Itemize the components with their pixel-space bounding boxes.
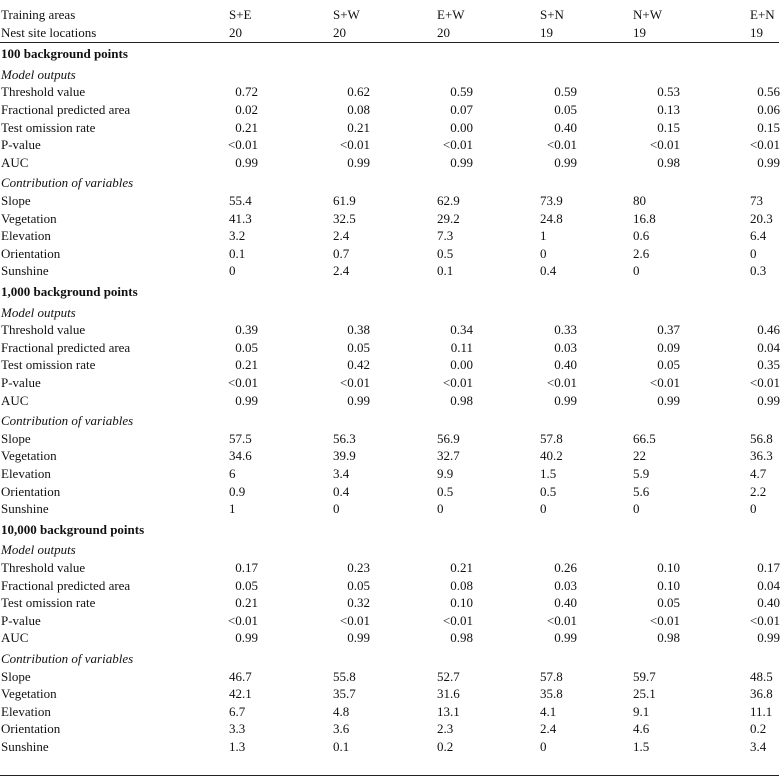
subsection-title-row xyxy=(0,304,781,321)
table-cell: 0.32 xyxy=(347,595,370,611)
table-cell: <0.01 xyxy=(649,612,680,628)
row-label: Slope xyxy=(1,668,31,684)
row-label: Sunshine xyxy=(1,739,49,754)
table-bottom-rule xyxy=(0,775,779,776)
table-cell: 0.6 xyxy=(633,228,650,244)
row-label: Test omission rate xyxy=(1,119,96,135)
section-title-row xyxy=(0,283,781,300)
table-cell: 2.4 xyxy=(333,228,350,244)
table-cell: <0.01 xyxy=(546,375,577,390)
table-cell: 3.4 xyxy=(333,466,350,481)
table-cell: 80 xyxy=(633,193,646,208)
row-label: Slope xyxy=(1,430,31,446)
table-cell: 0.05 xyxy=(235,577,258,593)
table-row xyxy=(0,594,781,611)
table-cell: 0.05 xyxy=(235,339,258,355)
table-cell: 35.7 xyxy=(333,686,356,702)
row-label: AUC xyxy=(1,630,29,646)
table-cell: 0.99 xyxy=(235,630,258,646)
header-row-nest-sites xyxy=(0,24,781,41)
table-row xyxy=(0,559,781,576)
table-cell: 40.2 xyxy=(540,448,563,464)
table-cell: 0.3 xyxy=(750,263,767,279)
table-cell: 0.13 xyxy=(657,102,680,117)
table-cell: 9.1 xyxy=(633,703,650,719)
table-cell: 0 xyxy=(540,739,547,754)
table-cell: 56.8 xyxy=(750,430,773,446)
subsection-title: Contribution of variables xyxy=(1,413,134,429)
column-header: 20 xyxy=(437,24,450,40)
table-cell: 5.9 xyxy=(633,466,650,481)
table-cell: 42.1 xyxy=(229,686,252,702)
column-header: N+W xyxy=(633,7,662,22)
table-cell: <0.01 xyxy=(227,612,258,628)
table-cell: 0.10 xyxy=(657,577,680,593)
table-cell: 4.1 xyxy=(540,703,557,719)
table-cell: 0.11 xyxy=(450,339,473,355)
table-cell: 0.99 xyxy=(450,154,473,170)
table-row xyxy=(0,136,781,153)
subsection-title: Contribution of variables xyxy=(1,651,134,666)
table-cell: 0.1 xyxy=(229,245,246,261)
table-cell: 3.2 xyxy=(229,228,246,244)
subsection-title: Model outputs xyxy=(1,304,76,320)
table-cell: 0.17 xyxy=(757,560,780,575)
table-cell: 11.1 xyxy=(750,703,773,719)
table-cell: 34.6 xyxy=(229,448,252,464)
table-cell: 22 xyxy=(633,448,646,464)
table-cell: 3.4 xyxy=(750,739,767,754)
table-cell: 0.35 xyxy=(757,357,780,373)
table-row xyxy=(0,392,781,409)
table-cell: 0.26 xyxy=(554,560,577,575)
row-label: Elevation xyxy=(1,703,51,719)
table-row xyxy=(0,629,781,646)
table-row xyxy=(0,500,781,517)
table-cell: <0.01 xyxy=(339,137,370,153)
row-label: P-value xyxy=(1,137,41,153)
table-cell: 0.99 xyxy=(347,392,370,408)
table-cell: 7.3 xyxy=(437,228,454,244)
table-cell: 0.9 xyxy=(229,483,246,499)
table-cell: 3.3 xyxy=(229,721,246,737)
table-row xyxy=(0,262,781,279)
table-cell: 1 xyxy=(229,501,236,517)
table-cell: 0 xyxy=(750,245,757,261)
table-cell: 57.8 xyxy=(540,430,563,446)
table-cell: 0.10 xyxy=(657,560,680,575)
table-cell: 35.8 xyxy=(540,686,563,702)
table-cell: 0.62 xyxy=(347,84,370,100)
table-cell: 32.7 xyxy=(437,448,460,464)
table-cell: 1.5 xyxy=(540,466,557,481)
table-cell: <0.01 xyxy=(749,137,780,153)
table-cell: 0.21 xyxy=(450,560,473,575)
column-header: 20 xyxy=(229,24,242,40)
table-cell: 0.23 xyxy=(347,560,370,575)
table-cell: <0.01 xyxy=(442,137,473,153)
table-cell: 0.1 xyxy=(333,739,350,754)
table-row xyxy=(0,430,781,447)
column-header: E+W xyxy=(437,7,465,22)
row-label: Orientation xyxy=(1,483,61,499)
row-label: Fractional predicted area xyxy=(1,577,131,593)
table-row xyxy=(0,321,781,338)
table-row xyxy=(0,356,781,373)
column-header: 20 xyxy=(333,24,346,40)
row-label: Slope xyxy=(1,193,31,208)
table-cell: 0.05 xyxy=(347,577,370,593)
table-cell: 0 xyxy=(633,263,640,279)
table-cell: 0.21 xyxy=(235,357,258,373)
table-cell: 1.3 xyxy=(229,739,246,754)
table-cell: 0.99 xyxy=(657,392,680,408)
table-cell: <0.01 xyxy=(749,375,780,390)
table-cell: 0 xyxy=(750,501,757,517)
table-cell: 0.10 xyxy=(450,595,473,611)
table-cell: 0.4 xyxy=(540,263,557,279)
table-cell: 0.99 xyxy=(554,630,577,646)
table-cell: <0.01 xyxy=(546,137,577,153)
table-cell: <0.01 xyxy=(649,137,680,153)
table-cell: 0.40 xyxy=(554,119,577,135)
table-cell: <0.01 xyxy=(649,375,680,390)
table-cell: 6.7 xyxy=(229,703,246,719)
table-cell: 25.1 xyxy=(633,686,656,702)
table-cell: <0.01 xyxy=(227,137,258,153)
table-cell: 0.34 xyxy=(450,322,473,338)
header-label: Training areas xyxy=(1,7,76,22)
table-cell: 0.4 xyxy=(333,483,350,499)
table-cell: 0.06 xyxy=(757,102,780,117)
table-cell: 0.15 xyxy=(657,119,680,135)
table-cell: 0.99 xyxy=(554,392,577,408)
table-cell: 0.98 xyxy=(450,392,473,408)
table-cell: 2.2 xyxy=(750,483,767,499)
table-cell: 0.99 xyxy=(757,630,780,646)
table-cell: 0.2 xyxy=(437,739,454,754)
subsection-title-row xyxy=(0,412,781,429)
table-cell: 0.98 xyxy=(657,154,680,170)
table-cell: 59.7 xyxy=(633,668,656,684)
table-cell: 0 xyxy=(633,501,640,517)
table-cell: 0.21 xyxy=(235,119,258,135)
row-label: Test omission rate xyxy=(1,595,96,611)
table-cell: 0.04 xyxy=(757,339,780,355)
row-label: AUC xyxy=(1,154,29,170)
row-label: Fractional predicted area xyxy=(1,102,131,117)
table-cell: 0.02 xyxy=(235,102,258,117)
section-title: 1,000 background points xyxy=(1,284,138,299)
table-cell: 9.9 xyxy=(437,466,454,481)
table-cell: 0.5 xyxy=(540,483,557,499)
table-cell: 0.37 xyxy=(657,322,680,338)
table-cell: 0.39 xyxy=(235,322,258,338)
column-header: S+N xyxy=(540,7,564,22)
table-cell: 0.15 xyxy=(757,119,780,135)
table-cell: 5.6 xyxy=(633,483,650,499)
table-row xyxy=(0,339,781,356)
table-cell: 1.5 xyxy=(633,739,650,754)
table-cell: 52.7 xyxy=(437,668,460,684)
header-rule xyxy=(0,42,779,43)
table-row xyxy=(0,101,781,118)
table-cell: 0.00 xyxy=(450,357,473,373)
table-cell: <0.01 xyxy=(339,375,370,390)
table-cell: 61.9 xyxy=(333,193,356,208)
table-row xyxy=(0,374,781,391)
column-header: 19 xyxy=(540,24,553,40)
table-cell: 0.2 xyxy=(750,721,767,737)
subsection-title: Model outputs xyxy=(1,66,76,82)
row-label: Threshold value xyxy=(1,560,86,575)
table-cell: 36.3 xyxy=(750,448,773,464)
table-cell: 0.5 xyxy=(437,483,454,499)
table-cell: 0.33 xyxy=(554,322,577,338)
row-label: Vegetation xyxy=(1,210,57,226)
table-row xyxy=(0,119,781,136)
table-cell: <0.01 xyxy=(749,612,780,628)
table-cell: <0.01 xyxy=(442,375,473,390)
table-row xyxy=(0,83,781,100)
table-cell: 46.7 xyxy=(229,668,252,684)
table-cell: 0.08 xyxy=(450,577,473,593)
table-cell: 0.08 xyxy=(347,102,370,117)
row-label: P-value xyxy=(1,612,41,628)
row-label: Threshold value xyxy=(1,322,86,338)
table-cell: 0.98 xyxy=(450,630,473,646)
table-cell: <0.01 xyxy=(546,612,577,628)
row-label: P-value xyxy=(1,375,41,390)
table-cell: 0.72 xyxy=(235,84,258,100)
row-label: Threshold value xyxy=(1,84,86,100)
row-label: Fractional predicted area xyxy=(1,339,131,355)
table-row xyxy=(0,245,781,262)
table-cell: 0.59 xyxy=(554,84,577,100)
table-cell: 0.21 xyxy=(347,119,370,135)
subsection-title-row xyxy=(0,650,781,667)
row-label: Vegetation xyxy=(1,686,57,702)
row-label: AUC xyxy=(1,392,29,408)
row-label: Elevation xyxy=(1,466,51,481)
table-cell: <0.01 xyxy=(442,612,473,628)
table-cell: 2.3 xyxy=(437,721,454,737)
subsection-title-row xyxy=(0,541,781,558)
header-row-training-areas xyxy=(0,6,781,23)
table-cell: 56.9 xyxy=(437,430,460,446)
table-cell: 0.00 xyxy=(450,119,473,135)
section-title-row xyxy=(0,521,781,538)
table-row xyxy=(0,154,781,171)
table-cell: 0.04 xyxy=(757,577,780,593)
table-cell: <0.01 xyxy=(227,375,258,390)
table-cell: 2.6 xyxy=(633,245,650,261)
table-cell: 39.9 xyxy=(333,448,356,464)
table-cell: 2.4 xyxy=(333,263,350,279)
table-cell: 0.07 xyxy=(450,102,473,117)
table-cell: <0.01 xyxy=(339,612,370,628)
table-cell: 0.40 xyxy=(554,595,577,611)
header-label: Nest site locations xyxy=(1,24,97,40)
table-cell: 0.46 xyxy=(757,322,780,338)
table-row xyxy=(0,227,781,244)
table-cell: 0.5 xyxy=(437,245,454,261)
table-cell: 0.05 xyxy=(347,339,370,355)
subsection-title: Contribution of variables xyxy=(1,175,134,191)
table-cell: 0 xyxy=(540,501,547,517)
table-cell: 13.1 xyxy=(437,703,460,719)
table-cell: 0.99 xyxy=(235,392,258,408)
column-header: 19 xyxy=(750,24,763,40)
table-row xyxy=(0,703,781,720)
section-title: 10,000 background points xyxy=(1,521,145,537)
table-cell: 0.05 xyxy=(657,357,680,373)
section-title: 100 background points xyxy=(1,46,128,62)
table-cell: 0.7 xyxy=(333,245,350,261)
table-cell: 0.99 xyxy=(347,630,370,646)
table-cell: 41.3 xyxy=(229,210,252,226)
row-label: Sunshine xyxy=(1,501,49,517)
table-cell: 0 xyxy=(437,501,444,517)
table-cell: 2.4 xyxy=(540,721,557,737)
table-cell: 6 xyxy=(229,466,236,481)
table-cell: 0.40 xyxy=(554,357,577,373)
table-cell: 48.5 xyxy=(750,668,773,684)
table-cell: 0.59 xyxy=(450,84,473,100)
table-cell: 16.8 xyxy=(633,210,656,226)
row-label: Sunshine xyxy=(1,263,49,279)
table-cell: 24.8 xyxy=(540,210,563,226)
table-cell: 0.98 xyxy=(657,630,680,646)
subsection-title: Model outputs xyxy=(1,542,76,558)
section-title-row xyxy=(0,45,781,62)
table-row xyxy=(0,738,781,755)
table-cell: 1 xyxy=(540,228,547,244)
table-row xyxy=(0,465,781,482)
table-row xyxy=(0,483,781,500)
subsection-title-row xyxy=(0,174,781,191)
table-cell: 0 xyxy=(333,501,340,517)
table-cell: 66.5 xyxy=(633,430,656,446)
column-header: E+N xyxy=(750,7,775,22)
table-cell: 32.5 xyxy=(333,210,356,226)
row-label: Orientation xyxy=(1,721,61,737)
table-cell: 0.17 xyxy=(235,560,258,575)
column-header: S+W xyxy=(333,7,360,22)
table-cell: 0.03 xyxy=(554,577,577,593)
table-cell: 0.05 xyxy=(657,595,680,611)
column-header: S+E xyxy=(229,7,252,22)
row-label: Test omission rate xyxy=(1,357,96,373)
table-row xyxy=(0,685,781,702)
table-cell: 62.9 xyxy=(437,193,460,208)
table-cell: 56.3 xyxy=(333,430,356,446)
table-cell: 6.4 xyxy=(750,228,767,244)
table-cell: 31.6 xyxy=(437,686,460,702)
table-cell: 0.99 xyxy=(554,154,577,170)
column-header: 19 xyxy=(633,24,646,40)
table-cell: 0.09 xyxy=(657,339,680,355)
table-cell: 4.7 xyxy=(750,466,767,481)
table-cell: 0 xyxy=(229,263,236,279)
table-row xyxy=(0,720,781,737)
table-cell: 36.8 xyxy=(750,686,773,702)
row-label: Elevation xyxy=(1,228,51,244)
table-cell: 0.56 xyxy=(757,84,780,100)
table-cell: 0.21 xyxy=(235,595,258,611)
table-cell: 0.99 xyxy=(347,154,370,170)
row-label: Orientation xyxy=(1,245,61,261)
table-cell: 4.6 xyxy=(633,721,650,737)
table-row xyxy=(0,577,781,594)
table-cell: 73.9 xyxy=(540,193,563,208)
table-cell: 55.8 xyxy=(333,668,356,684)
table-cell: 0.42 xyxy=(347,357,370,373)
table-row xyxy=(0,210,781,227)
table-cell: 0.99 xyxy=(235,154,258,170)
table-row xyxy=(0,668,781,685)
table-cell: 4.8 xyxy=(333,703,350,719)
row-label: Vegetation xyxy=(1,448,57,464)
table-cell: 0.99 xyxy=(757,392,780,408)
table-cell: 0.03 xyxy=(554,339,577,355)
table-cell: 0.40 xyxy=(757,595,780,611)
subsection-title-row xyxy=(0,66,781,83)
table-cell: 20.3 xyxy=(750,210,773,226)
table-cell: 3.6 xyxy=(333,721,350,737)
table-cell: 0.05 xyxy=(554,102,577,117)
table-cell: 57.8 xyxy=(540,668,563,684)
table-cell: 73 xyxy=(750,193,763,208)
table-cell: 0.99 xyxy=(757,154,780,170)
table-cell: 0.1 xyxy=(437,263,454,279)
table-row xyxy=(0,612,781,629)
table-cell: 0 xyxy=(540,245,547,261)
table-row xyxy=(0,447,781,464)
table-cell: 0.38 xyxy=(347,322,370,338)
table-cell: 29.2 xyxy=(437,210,460,226)
table-cell: 55.4 xyxy=(229,193,252,208)
table-cell: 57.5 xyxy=(229,430,252,446)
table-cell: 0.53 xyxy=(657,84,680,100)
table-row xyxy=(0,192,781,209)
